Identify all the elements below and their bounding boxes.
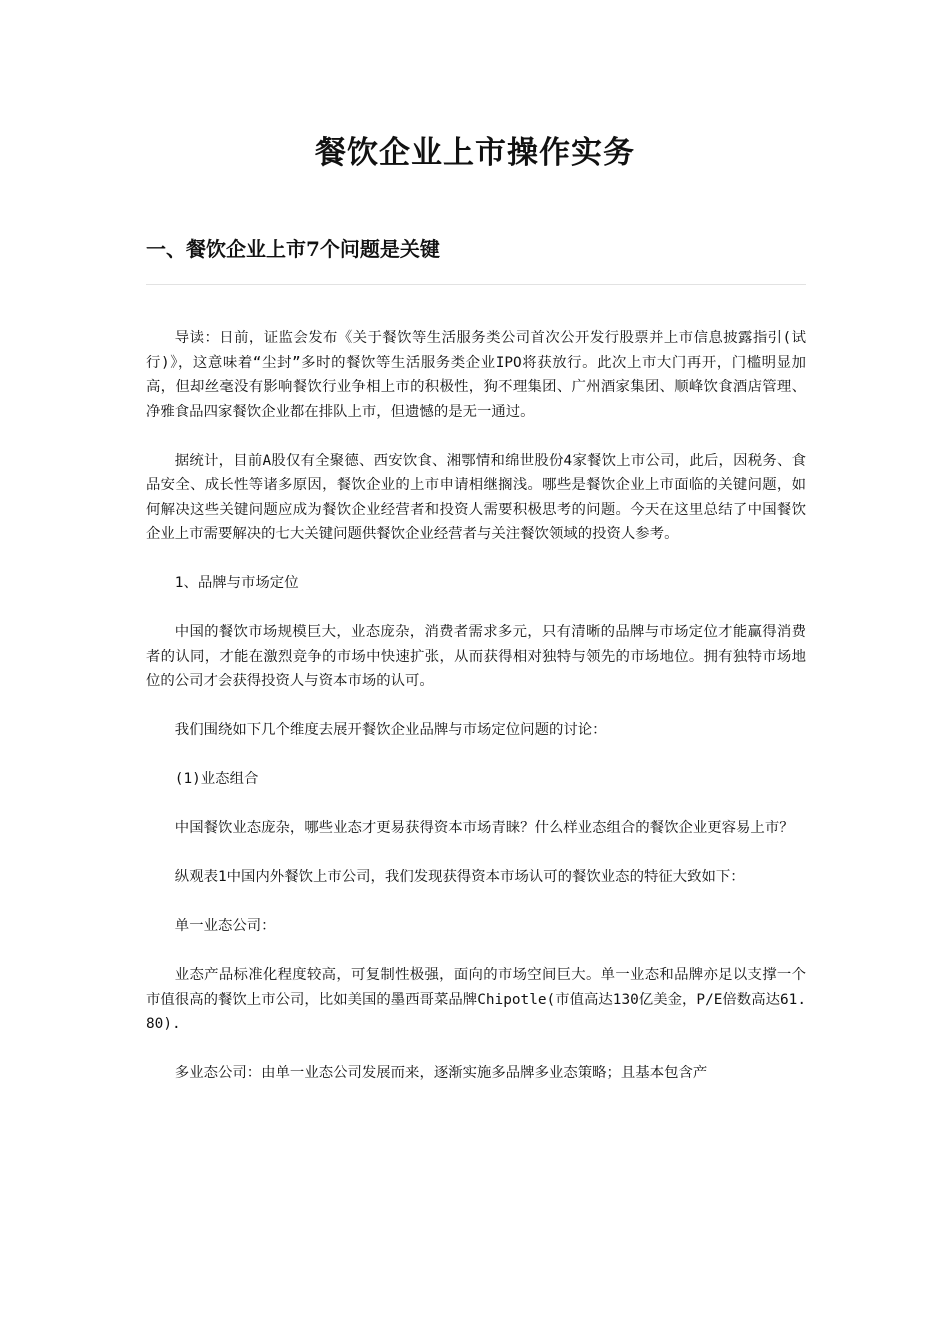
paragraph: 我们围绕如下几个维度去展开餐饮企业品牌与市场定位问题的讨论：	[174, 722, 607, 738]
section-divider	[146, 284, 806, 285]
subheading-brand-positioning: 1、品牌与市场定位	[174, 575, 299, 591]
paragraph-intro: 导读：日前，证监会发布《关于餐饮等生活服务类公司首次公开发行股票并上市信息披露指引(试行)》，这意味着“尘封”多时的餐饮等生活服务类企业IPO将获放行。此次上市大门再开，门槛明显加高，但却丝毫没有影响餐饮行业争相上市的积极性，狗不理集团、广州酒家集团、顺峰饮食酒店管理、净雅食品四家餐饮企业都在排队上市，但遗憾的是无一通过。	[146, 330, 806, 420]
paragraph: 纵观表1中国内外餐饮上市公司，我们发现获得资本市场认可的餐饮业态的特征大致如下：	[174, 869, 745, 885]
paragraph: 多业态公司：由单一业态公司发展而来，逐渐实施多品牌多业态策略；且基本包含产	[174, 1065, 708, 1081]
document-title: 餐饮企业上市操作实务	[315, 135, 635, 171]
paragraph: 中国餐饮业态庞杂，哪些业态才更易获得资本市场青睐？什么样业态组合的餐饮企业更容易上市？	[174, 820, 794, 836]
subheading-single-format: 单一业态公司：	[174, 918, 276, 934]
section-heading: 一、餐饮企业上市7个问题是关键	[146, 237, 440, 261]
paragraph-statistics: 据统计，目前A股仅有全聚德、西安饮食、湘鄂情和绵世股份4家餐饮上市公司，此后，因税务、食品安全、成长性等诸多原因，餐饮企业的上市申请相继搁浅。哪些是餐饮企业上市面临的关键问题，如何解决这些关键问题应成为餐饮企业经营者和投资人需要积极思考的问题。今天在这里总结了中国餐饮企业上市需要解决的七大关键问题供餐饮企业经营者与关注餐饮领域的投资人参考。	[146, 452, 806, 542]
paragraph: 中国的餐饮市场规模巨大，业态庞杂，消费者需求多元，只有清晰的品牌与市场定位才能赢得消费者的认同，才能在激烈竞争的市场中快速扩张，从而获得相对独特与领先的市场地位。拥有独特市场地位的公司才会获得投资人与资本市场的认可。	[146, 624, 806, 689]
paragraph: 业态产品标准化程度较高，可复制性极强，面向的市场空间巨大。单一业态和品牌亦足以支撑一个市值很高的餐饮上市公司，比如美国的墨西哥菜品牌Chipotle(市值高达130亿美金，P/E倍数高达61.80).	[146, 967, 806, 1032]
document-body	[146, 326, 806, 1110]
subheading-format-combination: (1)业态组合	[174, 771, 259, 787]
